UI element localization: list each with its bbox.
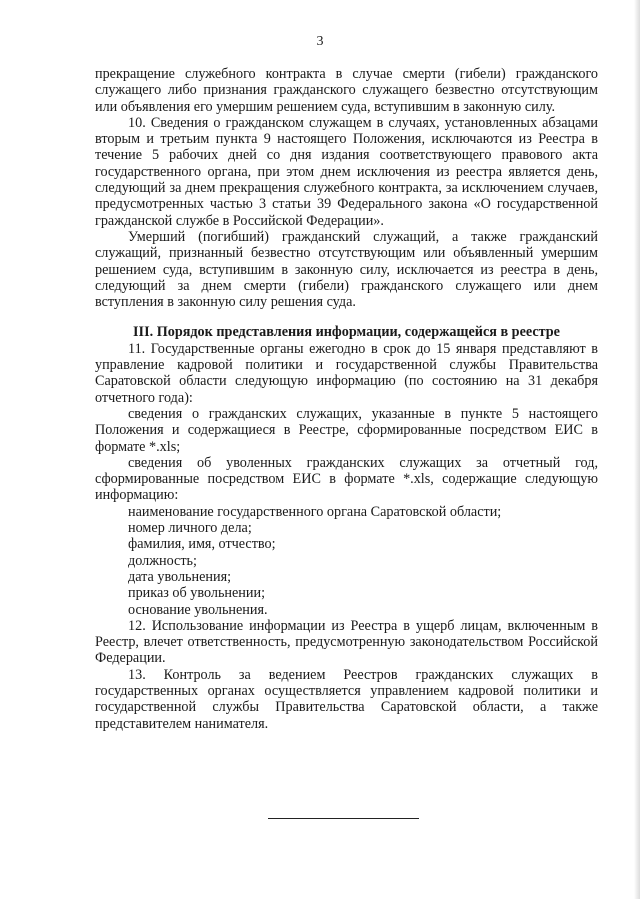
- paragraphs-after-section: [95, 341, 598, 732]
- paragraph: 13. Контроль за ведением Реестров гражданских служащих в государственных органах осуществляется управлением кадровой политики и государственной службы Правительства Саратовской области, а также представителем нанимателя.: [95, 666, 598, 732]
- paragraph: номер личного дела;: [128, 520, 252, 537]
- paragraph: фамилия, имя, отчество;: [128, 536, 276, 553]
- paragraph: 10. Сведения о гражданском служащем в случаях, установленных абзацами вторым и третьим пункта 9 настоящего Положения, исключаются из Реестра в течение 5 рабочих дней со дня издания соответствующего правового акта государственного органа, при этом днем исключения из реестра является день, следующий за днем прекращения служебного контракта, за исключением случаев, предусмотренных частью 3 статьи 39 Федерального закона «О государственной гражданской службе в Российской Федерации».: [95, 114, 598, 229]
- paragraph: наименование государственного органа Саратовской области;: [128, 503, 502, 520]
- paragraph: приказ об увольнении;: [128, 585, 266, 602]
- closing-rule: [268, 818, 419, 819]
- paragraph: Умерший (погибший) гражданский служащий, а также гражданский служащий, признанный безвестно отсутствующим или объявленный умершим решением суда, вступившим в законную силу, исключается из реестра в день, следующий за днем смерти (гибели) гражданского служащего или днем вступления в законную силу решения суда.: [95, 228, 598, 311]
- document-body: [95, 66, 598, 732]
- paragraph: должность;: [128, 552, 197, 569]
- paragraph: дата увольнения;: [128, 568, 232, 585]
- paragraphs-before-section: [95, 66, 598, 310]
- paragraph: основание увольнения.: [128, 601, 268, 618]
- paragraph: прекращение служебного контракта в случае смерти (гибели) гражданского служащего либо признания гражданского служащего безвестно отсутствующим или объявления его умершим решением суда, вступившим в законную силу.: [95, 66, 598, 115]
- scan-edge-shadow: [634, 0, 640, 899]
- paragraph: 11. Государственные органы ежегодно в срок до 15 января представляют в управление кадровой политики и государственной службы Правительства Саратовской области следующую информацию (по состоянию на 31 декабря отчетного года):: [95, 340, 598, 406]
- paragraph: 12. Использование информации из Реестра в ущерб лицам, включенным в Реестр, влечет ответственность, предусмотренную законодательством Российской Федерации.: [95, 617, 598, 667]
- paragraph: сведения о гражданских служащих, указанные в пункте 5 настоящего Положения и содержащиеся в Реестре, сформированные посредством ЕИС в формате *.xls;: [95, 405, 598, 455]
- paragraph: сведения об уволенных гражданских служащих за отчетный год, сформированные посредством ЕИС в формате *.xls, содержащие следующую информацию:: [95, 454, 598, 504]
- page-number: 3: [316, 34, 324, 49]
- section-gap: [95, 310, 598, 324]
- section-heading: III. Порядок представления информации, содержащейся в реестре: [133, 324, 560, 341]
